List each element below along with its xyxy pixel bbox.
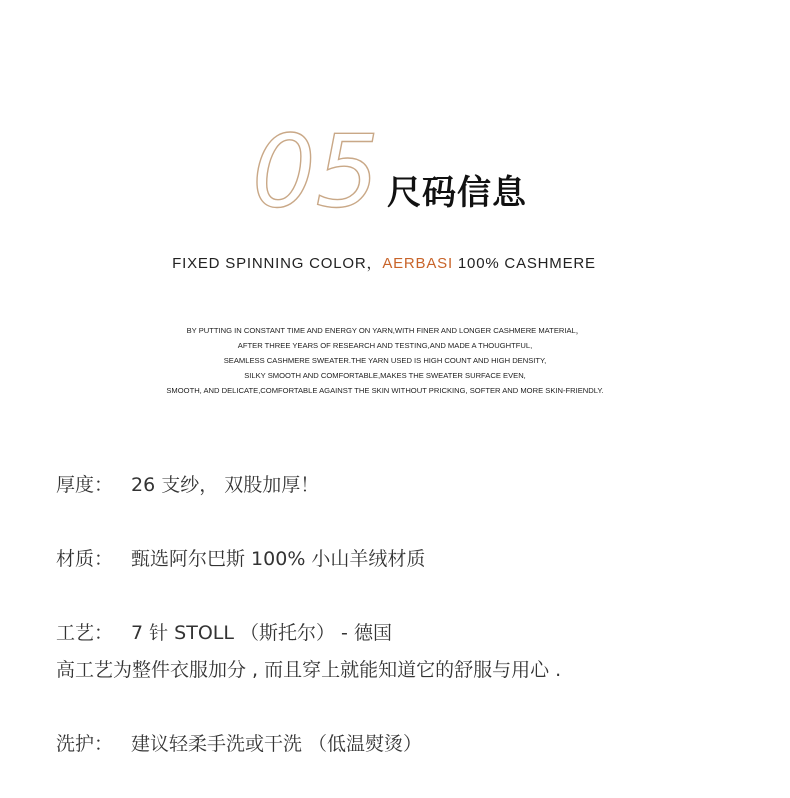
section-title: 尺码信息 xyxy=(387,173,527,213)
care-label: 洗护： xyxy=(56,733,114,755)
thickness-label: 厚度： xyxy=(56,474,114,496)
description-line: AFTER THREE YEARS OF RESEARCH AND TESTING,AND MADE A THOUGHTFUL, xyxy=(237,341,533,350)
subtitle-prefix: FIXED SPINNING COLOR， xyxy=(172,255,383,272)
craft-value: 7 针 STOLL （斯托尔） - 德国 xyxy=(131,622,392,644)
thickness-value: 26 支纱， 双股加厚！ xyxy=(131,474,320,496)
description-line: SILKY SMOOTH AND COMFORTABLE,MAKES THE SWEATER SURFACE EVEN, xyxy=(244,371,526,380)
material-label: 材质： xyxy=(56,548,114,570)
section-number-text: 05 xyxy=(252,118,380,218)
care-row xyxy=(56,729,422,756)
brand-name: AERBASI xyxy=(382,255,453,272)
material-value: 甄选阿尔巴斯 100% 小山羊绒材质 xyxy=(131,548,426,570)
description xyxy=(0,323,770,398)
description-line: SMOOTH, AND DELICATE,COMFORTABLE AGAINST THE SKIN WITHOUT PRICKING, SOFTER AND MORE SKIN-FRIENDLY. xyxy=(166,386,604,395)
thickness-row xyxy=(56,470,319,497)
craft-note: 高工艺为整件衣服加分 , 而且穿上就能知道它的舒服与用心 . xyxy=(56,659,562,681)
description-line: SEAMLESS CASHMERE SWEATER.THE YARN USED IS HIGH COUNT AND HIGH DENSITY, xyxy=(223,356,547,365)
description-line: BY PUTTING IN CONSTANT TIME AND ENERGY ON YARN,WITH FINER AND LONGER CASHMERE MATERIAL， xyxy=(186,326,584,335)
material-row xyxy=(56,544,425,571)
subtitle xyxy=(0,252,768,273)
care-value: 建议轻柔手洗或干洗 （低温熨烫） xyxy=(131,733,423,755)
section-number xyxy=(252,118,392,218)
craft-label: 工艺： xyxy=(56,622,114,644)
subtitle-suffix: 100% CASHMERE xyxy=(452,255,596,272)
craft-row xyxy=(56,618,392,645)
